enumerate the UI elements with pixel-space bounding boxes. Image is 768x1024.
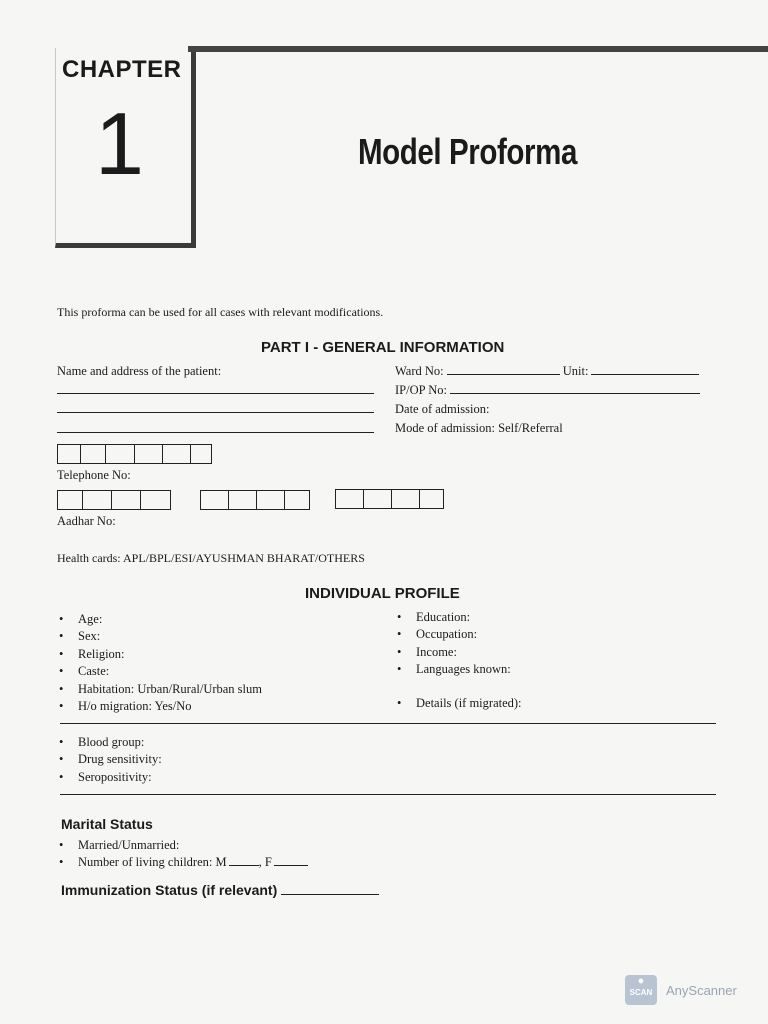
admission-date-label: Date of admission: xyxy=(395,402,490,416)
list-item: • Religion: xyxy=(57,646,262,663)
health-cards-label: Health cards: APL/BPL/ESI/AYUSHMAN BHARAT/OTHERS xyxy=(57,551,365,565)
list-item: • Sex: xyxy=(57,628,262,645)
aadhar-label: Aadhar No: xyxy=(57,514,116,528)
scanner-icon-text: SCAN xyxy=(629,988,653,997)
profile-right-list xyxy=(395,609,511,679)
telephone-label: Telephone No: xyxy=(57,468,131,482)
chapter-label: CHAPTER xyxy=(62,56,182,83)
ipop-input-line[interactable] xyxy=(450,383,700,394)
list-item: • Blood group: xyxy=(57,734,162,751)
aadhar-group-1[interactable] xyxy=(57,490,171,510)
ward-field xyxy=(395,364,699,379)
section-divider xyxy=(60,723,716,724)
scanner-app-icon: ● SCAN xyxy=(625,975,657,1005)
list-item: • Drug sensitivity: xyxy=(57,751,162,768)
chapter-rule xyxy=(188,46,768,52)
telephone-box[interactable] xyxy=(135,445,163,463)
telephone-box[interactable] xyxy=(191,445,211,463)
telephone-box[interactable] xyxy=(58,445,81,463)
name-address-line-2[interactable] xyxy=(57,412,374,413)
aadhar-box[interactable] xyxy=(420,490,443,508)
list-item: • Habitation: Urban/Rural/Urban slum xyxy=(57,681,262,698)
telephone-box[interactable] xyxy=(106,445,135,463)
aadhar-group-2[interactable] xyxy=(200,490,310,510)
aadhar-box[interactable] xyxy=(141,491,170,509)
aadhar-box[interactable] xyxy=(229,491,257,509)
section-divider xyxy=(60,794,716,795)
unit-label: Unit: xyxy=(562,364,589,378)
aadhar-box[interactable] xyxy=(83,491,112,509)
aadhar-box[interactable] xyxy=(112,491,141,509)
scanner-watermark: AnyScanner xyxy=(666,983,737,998)
list-item: • Languages known: xyxy=(395,661,511,678)
ipop-label: IP/OP No: xyxy=(395,383,447,397)
profile-heading: INDIVIDUAL PROFILE xyxy=(305,585,460,602)
profile-right-extra xyxy=(395,695,522,712)
profile-left-list xyxy=(57,611,262,715)
list-item: • Income: xyxy=(395,644,511,661)
ward-label: Ward No: xyxy=(395,364,444,378)
unit-input-line[interactable] xyxy=(591,364,699,375)
list-item: • Age: xyxy=(57,611,262,628)
aadhar-box[interactable] xyxy=(392,490,420,508)
immunization-input-line[interactable] xyxy=(281,885,379,895)
intro-text: This proforma can be used for all cases with relevant modifications. xyxy=(57,305,384,319)
children-f-line[interactable] xyxy=(274,855,308,866)
telephone-box[interactable] xyxy=(81,445,106,463)
admission-mode-label: Mode of admission: Self/Referral xyxy=(395,421,563,435)
marital-heading: Marital Status xyxy=(61,816,153,832)
chapter-number: 1 xyxy=(95,94,144,193)
aadhar-box[interactable] xyxy=(201,491,229,509)
medical-list xyxy=(57,734,162,786)
list-item xyxy=(57,854,308,871)
list-item: • H/o migration: Yes/No xyxy=(57,698,262,715)
aadhar-box[interactable] xyxy=(364,490,392,508)
aadhar-box[interactable] xyxy=(336,490,364,508)
page-title: Model Proforma xyxy=(358,131,577,172)
telephone-box[interactable] xyxy=(163,445,191,463)
children-m-line[interactable] xyxy=(229,855,259,866)
ipop-field xyxy=(395,383,700,398)
marital-list xyxy=(57,837,308,872)
aadhar-box[interactable] xyxy=(58,491,83,509)
list-item: • Seropositivity: xyxy=(57,769,162,786)
telephone-boxes[interactable] xyxy=(57,444,212,464)
aadhar-group-3[interactable] xyxy=(335,489,444,509)
list-item: • Details (if migrated): xyxy=(395,695,522,712)
children-separator: , F xyxy=(258,855,272,870)
part1-heading: PART I - GENERAL INFORMATION xyxy=(261,339,505,356)
name-address-label: Name and address of the patient: xyxy=(57,364,222,378)
name-address-line-3[interactable] xyxy=(57,432,374,433)
immunization-label: Immunization Status (if relevant) xyxy=(61,882,278,898)
name-address-line-1[interactable] xyxy=(57,393,374,394)
immunization-heading xyxy=(61,882,379,898)
list-item: • Caste: xyxy=(57,663,262,680)
children-label: Number of living children: M xyxy=(78,855,227,870)
list-item: • Married/Unmarried: xyxy=(57,837,308,854)
list-item: • Education: xyxy=(395,609,511,626)
list-item: • Occupation: xyxy=(395,626,511,643)
aadhar-box[interactable] xyxy=(257,491,285,509)
aadhar-box[interactable] xyxy=(285,491,309,509)
ward-input-line[interactable] xyxy=(447,364,560,375)
